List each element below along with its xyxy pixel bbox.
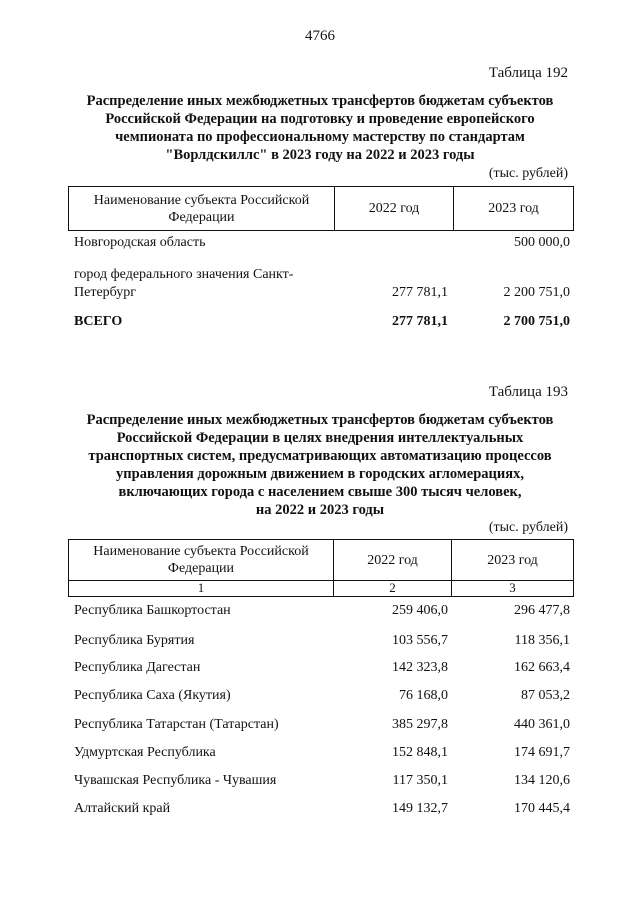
title-line: чемпионата по профессиональному мастерству по стандартам (115, 129, 525, 145)
value-2023: 500 000,0 (514, 235, 570, 250)
region-name: Республика Дагестан (74, 660, 201, 675)
header-name-line2: Федерации (167, 561, 235, 576)
region-name: Алтайский край (74, 801, 171, 816)
table-row (74, 687, 570, 707)
column-numbers-row (68, 579, 574, 597)
value-2023: 162 663,4 (514, 660, 570, 675)
title-line: Распределение иных межбюджетных трансфертов бюджетам субъектов (86, 93, 554, 109)
table-192-units: (тыс. рублей) (488, 166, 568, 181)
region-name: Республика Башкортостан (74, 603, 231, 618)
table-row (74, 266, 570, 302)
value-2022: 259 406,0 (392, 603, 448, 618)
table-193-label: Таблица 193 (488, 384, 568, 400)
title-line: Распределение иных межбюджетных трансфертов бюджетам субъектов (86, 412, 554, 428)
header-name-line1: Наименование субъекта Российской (93, 192, 310, 208)
table-row (74, 659, 570, 679)
title-line: транспортных систем, предусматривающих автоматизацию процессов (88, 448, 552, 464)
region-name-line1: город федерального значения Санкт- (74, 267, 294, 282)
value-2023: 296 477,8 (514, 603, 570, 618)
value-2023: 174 691,7 (514, 745, 570, 760)
value-2023: 87 053,2 (521, 688, 570, 703)
total-2023: 2 700 751,0 (503, 314, 570, 329)
value-2023: 170 445,4 (514, 801, 570, 816)
total-2022: 277 781,1 (392, 314, 448, 329)
table-192-title (40, 92, 600, 164)
value-2023: 134 120,6 (514, 773, 570, 788)
title-line: Российской Федерации на подготовку и проведение европейского (105, 111, 535, 127)
value-2022: 277 781,1 (392, 285, 448, 300)
region-name-line2: Петербург (74, 285, 136, 300)
title-line: включающих города с населением свыше 300 тысяч человек, (118, 484, 522, 500)
table-row (74, 602, 570, 622)
total-label: ВСЕГО (74, 314, 123, 329)
table-row (74, 772, 570, 792)
region-name: Республика Саха (Якутия) (74, 688, 231, 703)
column-number: 2 (389, 580, 396, 595)
table-total-row (74, 313, 570, 333)
table-192-label: Таблица 192 (488, 65, 568, 81)
value-2023: 2 200 751,0 (503, 285, 570, 300)
table-row (74, 800, 570, 820)
value-2023: 440 361,0 (514, 717, 570, 732)
region-name: Чувашская Республика - Чувашия (74, 773, 277, 788)
title-line: "Ворлдскиллс" в 2023 году на 2022 и 2023 годы (165, 147, 475, 163)
table-193-units: (тыс. рублей) (488, 520, 568, 535)
region-name: Республика Татарстан (Татарстан) (74, 717, 279, 732)
title-line: Российской Федерации в целях внедрения интеллектуальных (116, 430, 524, 446)
region-name: Республика Бурятия (74, 633, 195, 648)
table-192-header (68, 186, 574, 231)
value-2022: 117 350,1 (392, 773, 448, 788)
header-2022: 2022 год (367, 552, 418, 568)
header-2023: 2023 год (487, 552, 538, 568)
column-number: 3 (509, 580, 516, 595)
table-193-header (68, 539, 574, 581)
column-number: 1 (197, 580, 205, 595)
value-2022: 385 297,8 (392, 717, 448, 732)
header-name-line1: Наименование субъекта Российской (93, 544, 309, 559)
value-2022: 103 556,7 (392, 633, 448, 648)
table-row (74, 234, 570, 254)
table-row (74, 716, 570, 736)
title-line: управления дорожным движением в городских агломерациях, (116, 466, 524, 482)
table-row (74, 632, 570, 652)
region-name (74, 266, 293, 302)
table-row (74, 744, 570, 764)
value-2022: 152 848,1 (392, 745, 448, 760)
header-2022: 2022 год (368, 201, 420, 216)
header-name-line2: Федерации (168, 209, 235, 225)
region-name: Удмуртская Республика (74, 745, 216, 760)
page-number: 4766 (305, 28, 335, 44)
header-name-cell (69, 187, 334, 230)
table-193-title (40, 411, 600, 519)
title-line: на 2022 и 2023 годы (255, 502, 385, 518)
header-2023: 2023 год (488, 201, 539, 216)
value-2022: 149 132,7 (392, 801, 448, 816)
region-name: Новгородская область (74, 235, 206, 250)
value-2022: 76 168,0 (399, 688, 448, 703)
value-2023: 118 356,1 (514, 633, 570, 648)
header-name-cell (69, 540, 333, 580)
value-2022: 142 323,8 (392, 660, 448, 675)
